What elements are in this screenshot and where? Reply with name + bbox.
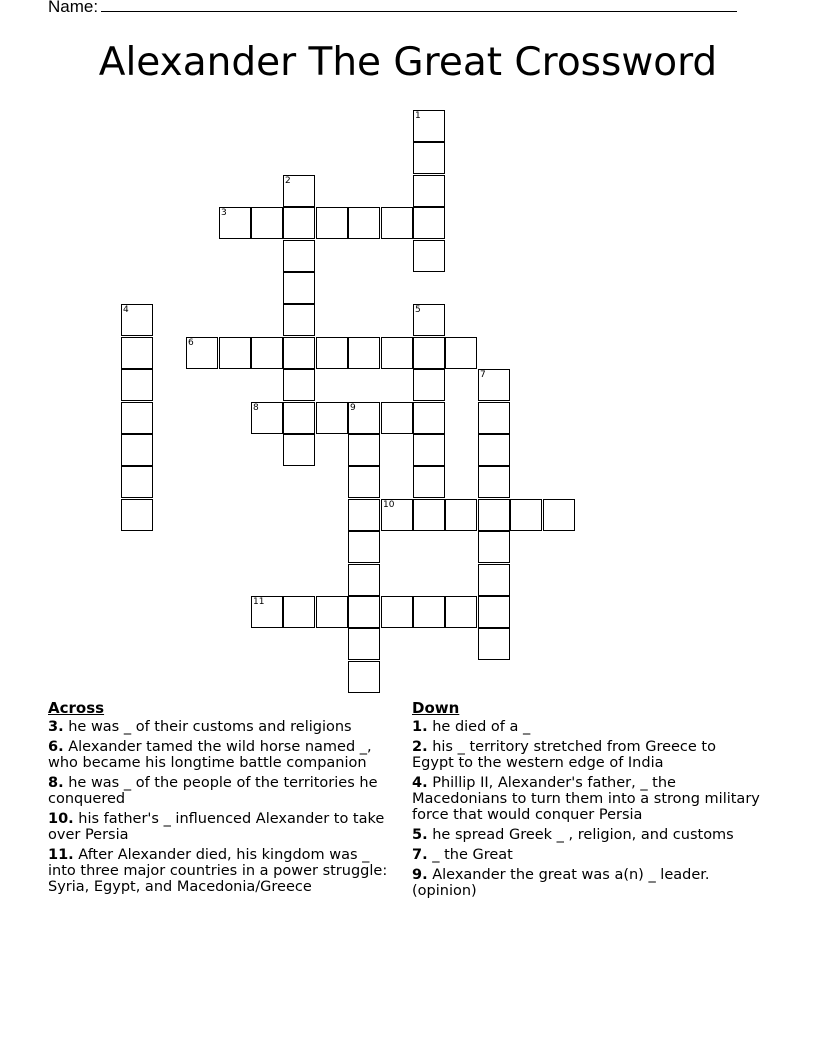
cell-number: 3 [221,208,227,218]
down-clues [412,700,762,903]
cell-number: 10 [383,500,395,510]
crossword-cell[interactable] [251,596,283,628]
crossword-cell[interactable] [413,499,445,531]
cell-number: 11 [253,597,265,607]
crossword-cell[interactable] [543,499,575,531]
crossword-cell[interactable] [219,207,251,239]
crossword-cell[interactable] [478,466,510,498]
clue-number: 8. [48,775,64,791]
crossword-cell[interactable] [121,499,153,531]
crossword-cell[interactable] [445,596,477,628]
crossword-cell[interactable] [348,661,380,693]
crossword-cell[interactable] [283,369,315,401]
crossword-cell[interactable] [348,434,380,466]
crossword-cell[interactable] [478,628,510,660]
crossword-cell[interactable] [121,466,153,498]
clue-across-10 [48,811,393,843]
crossword-cell[interactable] [413,369,445,401]
clue-text: he was _ of the people of the territories he conquered [48,775,378,807]
crossword-cell[interactable] [283,337,315,369]
clue-number: 5. [412,827,428,843]
crossword-cell[interactable] [478,564,510,596]
crossword-cell[interactable] [121,369,153,401]
clue-number: 11. [48,847,74,863]
crossword-cell[interactable] [381,402,413,434]
crossword-cell[interactable] [283,272,315,304]
crossword-cell[interactable] [121,402,153,434]
cell-number: 9 [350,403,356,413]
clue-down-9 [412,867,762,899]
crossword-cell[interactable] [413,434,445,466]
cell-number: 5 [415,305,421,315]
down-heading: Down [412,699,460,717]
crossword-cell[interactable] [381,499,413,531]
across-heading: Across [48,699,105,717]
clue-down-5 [412,827,762,843]
clue-across-11 [48,847,393,895]
crossword-cell[interactable] [381,596,413,628]
crossword-cell[interactable] [316,596,348,628]
crossword-cell[interactable] [413,337,445,369]
crossword-cell[interactable] [478,531,510,563]
crossword-cell[interactable] [283,596,315,628]
cell-number: 2 [285,176,291,186]
crossword-cell[interactable] [413,142,445,174]
cell-number: 7 [480,370,486,380]
cell-number: 8 [253,403,259,413]
clue-text: Alexander the great was a(n) _ leader. (opinion) [412,867,710,899]
crossword-cell[interactable] [478,596,510,628]
crossword-cell[interactable] [413,402,445,434]
clue-number: 7. [412,847,428,863]
clue-number: 10. [48,811,74,827]
crossword-cell[interactable] [413,110,445,142]
crossword-cell[interactable] [413,304,445,336]
clue-number: 1. [412,719,428,735]
crossword-cell[interactable] [348,628,380,660]
crossword-cell[interactable] [413,207,445,239]
page-title: Alexander The Great Crossword [98,40,718,85]
name-blank-line[interactable] [101,0,737,12]
crossword-cell[interactable] [316,337,348,369]
across-clues [48,700,393,899]
crossword-cell[interactable] [283,434,315,466]
crossword-cell[interactable] [413,175,445,207]
clue-text: After Alexander died, his kingdom was _ into three major countries in a power struggle: Syria, Egypt, and Macedonia/Greece [48,847,388,895]
clue-number: 9. [412,867,428,883]
clue-text: Alexander tamed the wild horse named _, who became his longtime battle companion [48,739,372,771]
clue-number: 4. [412,775,428,791]
crossword-cell[interactable] [121,304,153,336]
clue-text: he spread Greek _ , religion, and customs [432,827,734,843]
crossword-cell[interactable] [413,596,445,628]
crossword-cell[interactable] [186,337,218,369]
clue-down-7 [412,847,762,863]
clue-number: 6. [48,739,64,755]
crossword-cell[interactable] [478,434,510,466]
crossword-cell[interactable] [348,466,380,498]
crossword-cell[interactable] [283,304,315,336]
clue-across-6 [48,739,393,771]
crossword-cell[interactable] [413,466,445,498]
crossword-cell[interactable] [413,240,445,272]
cell-number: 6 [188,338,194,348]
crossword-cell[interactable] [348,596,380,628]
crossword-cell[interactable] [348,402,380,434]
crossword-cell[interactable] [478,369,510,401]
crossword-cell[interactable] [478,402,510,434]
cell-number: 1 [415,111,421,121]
crossword-cell[interactable] [283,175,315,207]
crossword-cell[interactable] [283,402,315,434]
crossword-cell[interactable] [121,337,153,369]
crossword-cell[interactable] [445,337,477,369]
crossword-cell[interactable] [121,434,153,466]
crossword-cell[interactable] [348,337,380,369]
clue-number: 2. [412,739,428,755]
crossword-cell[interactable] [348,207,380,239]
crossword-cell[interactable] [219,337,251,369]
crossword-cell[interactable] [478,499,510,531]
crossword-cell[interactable] [251,402,283,434]
crossword-cell[interactable] [251,207,283,239]
clue-down-4 [412,775,762,823]
crossword-cell[interactable] [348,564,380,596]
crossword-cell[interactable] [445,499,477,531]
crossword-cell[interactable] [381,207,413,239]
crossword-cell[interactable] [381,337,413,369]
crossword-cell[interactable] [251,337,283,369]
clue-across-3 [48,719,393,735]
crossword-cell[interactable] [510,499,542,531]
clue-text: he died of a _ [432,719,531,735]
crossword-cell[interactable] [316,207,348,239]
clue-down-2 [412,739,762,771]
clue-text: his _ territory stretched from Greece to Egypt to the western edge of India [412,739,716,771]
crossword-cell[interactable] [348,499,380,531]
clue-text: his father's _ influenced Alexander to take over Persia [48,811,385,843]
clue-text: _ the Great [432,847,513,863]
clue-down-1 [412,719,762,735]
clue-text: Phillip II, Alexander's father, _ the Macedonians to turn them into a strong military force that would conquer Persia [412,775,760,823]
name-label: Name: [48,0,99,16]
crossword-cell[interactable] [283,240,315,272]
clue-text: he was _ of their customs and religions [68,719,352,735]
cell-number: 4 [123,305,129,315]
clue-across-8 [48,775,393,807]
crossword-cell[interactable] [316,402,348,434]
crossword-cell[interactable] [283,207,315,239]
name-field[interactable] [48,0,748,17]
clue-number: 3. [48,719,64,735]
crossword-cell[interactable] [348,531,380,563]
